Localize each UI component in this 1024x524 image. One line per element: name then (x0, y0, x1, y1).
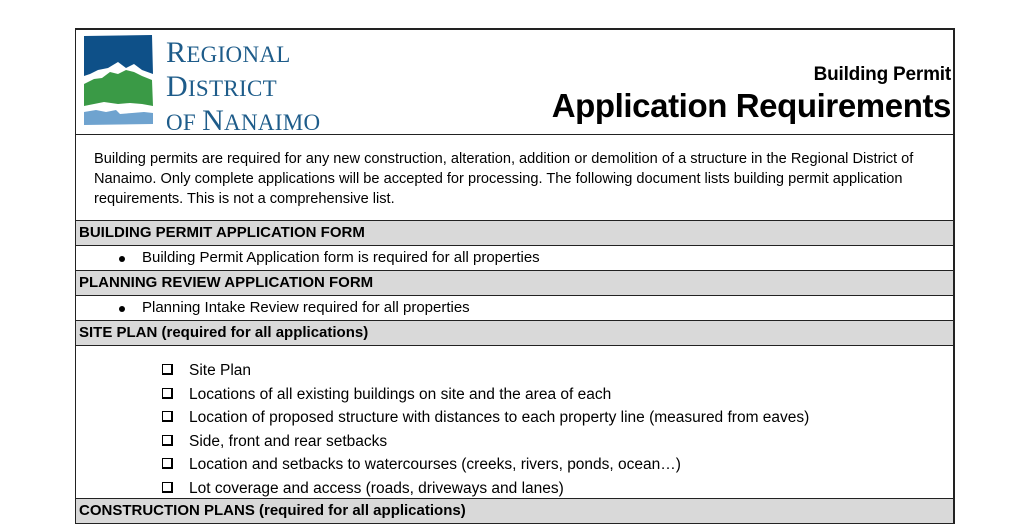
list-item: Planning Intake Review required for all properties (76, 296, 953, 321)
checkbox-icon[interactable] (162, 458, 173, 469)
site-plan-checklist (76, 346, 953, 499)
document-header (76, 30, 953, 135)
section-heading-planning-review-form: PLANNING REVIEW APPLICATION FORM (76, 271, 953, 296)
checkbox-icon[interactable] (162, 364, 173, 375)
section-heading-site-plan: SITE PLAN (required for all applications) (76, 321, 953, 346)
document-title: Application Requirements (551, 87, 951, 124)
checklist-item: Location and setbacks to watercourses (creeks, rivers, ponds, ocean…) (76, 453, 953, 477)
checklist-item: Side, front and rear setbacks (76, 430, 953, 454)
intro-paragraph: Building permits are required for any new construction, alteration, addition or demolition of a structure in the Regional District of Nanaimo. Only complete applications will be accepted for processing. The following document lists building permit application requirements. This is not a comprehensive list. (76, 135, 953, 221)
checklist-item: Site Plan (76, 359, 953, 383)
checklist-item: Locations of all existing buildings on site and the area of each (76, 383, 953, 407)
checklist-item: Lot coverage and access (roads, driveways and lanes) (76, 477, 953, 501)
landscape-logo-icon (82, 34, 154, 126)
checkbox-icon[interactable] (162, 482, 173, 493)
document-page (75, 28, 955, 524)
section-heading-building-permit-form: BUILDING PERMIT APPLICATION FORM (76, 221, 953, 246)
checkbox-icon[interactable] (162, 411, 173, 422)
bullet-icon (119, 256, 125, 262)
rdn-logo (82, 34, 321, 137)
checkbox-icon[interactable] (162, 388, 173, 399)
checklist-item: Location of proposed structure with distances to each property line (measured from eaves) (76, 406, 953, 430)
rdn-logo-text: REGIONAL DISTRICT OF NANAIMO (166, 36, 321, 137)
list-item: Building Permit Application form is required for all properties (76, 246, 953, 271)
document-titles (552, 63, 951, 125)
bullet-icon (119, 306, 125, 312)
document-subtitle: Building Permit (813, 64, 951, 85)
section-heading-construction-plans: CONSTRUCTION PLANS (required for all applications) (76, 499, 953, 524)
checkbox-icon[interactable] (162, 435, 173, 446)
